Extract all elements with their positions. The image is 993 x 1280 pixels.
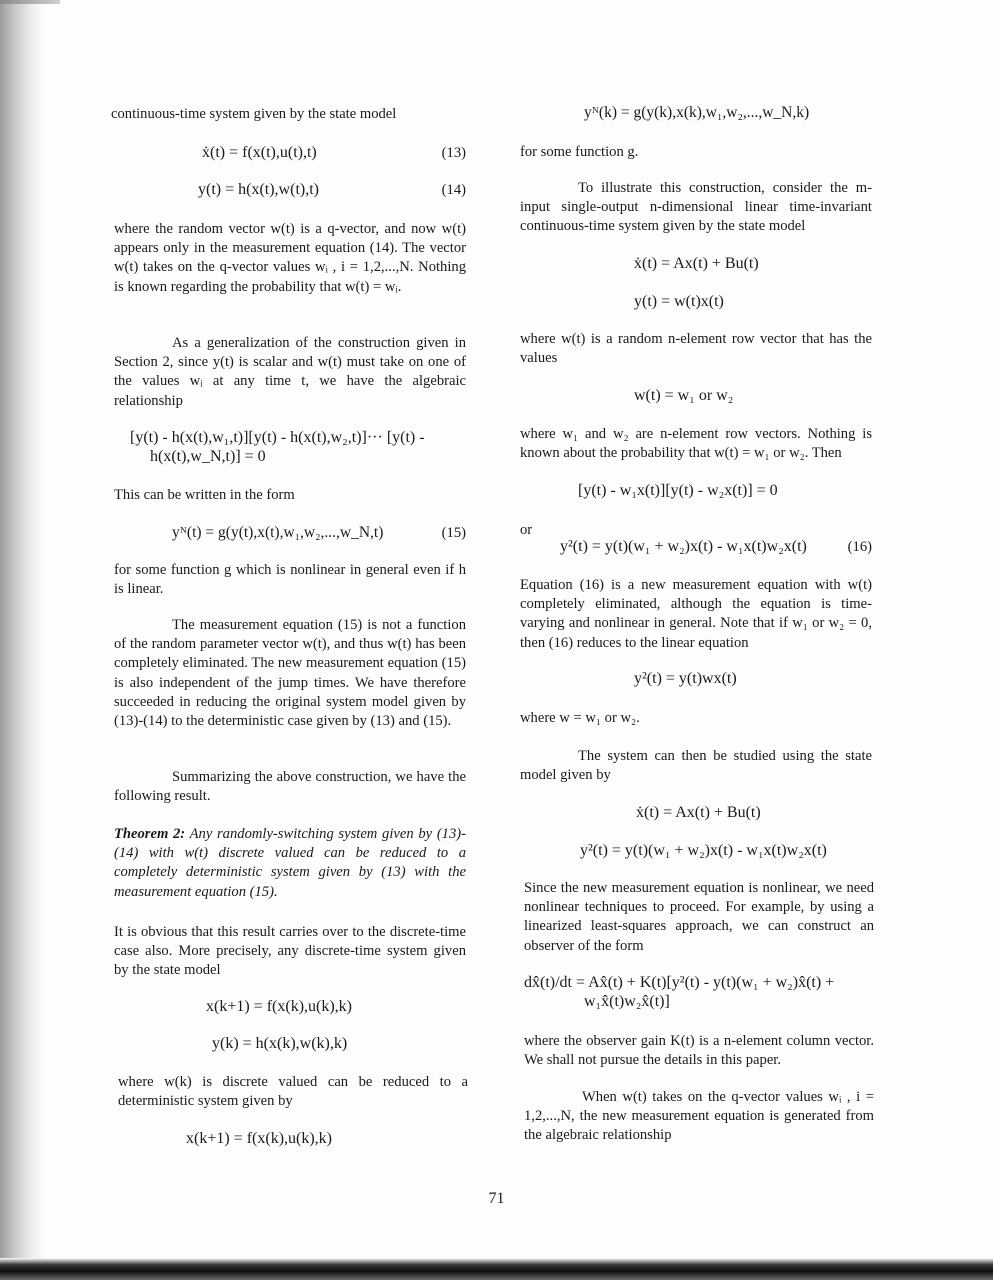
equation-w-values: w(t) = w₁ or w₂ — [634, 387, 734, 404]
equation-output-linear: y(t) = w(t)x(t) — [634, 293, 724, 310]
equation-15: yᴺ(t) = g(y(t),x(t),w₁,w₂,...,w_N,t) — [172, 524, 384, 541]
scan-corner-mark — [0, 0, 60, 4]
paragraph: where the observer gain K(t) is a n-element column vector. We shall not pursue the details in this paper. — [524, 1033, 874, 1069]
equation-discrete-output: y(k) = h(x(k),w(k),k) — [212, 1035, 348, 1052]
paragraph: It is obvious that this result carries over to the discrete-time case also. More precisely, any discrete-time system given by the state model — [114, 924, 466, 979]
paragraph: This can be written in the form — [114, 487, 295, 503]
theorem-text: Any randomly-switching system given by (13)-(14) with w(t) discrete valued can be reduced to a completely deterministic system given by (13) with the measurement equation (15). — [114, 826, 466, 900]
equation-product-line2: h(x(t),w_N,t)] = 0 — [150, 448, 266, 465]
equation-state-linear: ẋ(t) = Ax(t) + Bu(t) — [634, 255, 759, 272]
paragraph: where w = w₁ or w₂. — [520, 710, 640, 726]
equation-number: (16) — [847, 539, 872, 555]
paragraph: for some function g. — [520, 144, 639, 160]
paragraph: where w(k) is discrete valued can be reduced to a deterministic system given by — [118, 1074, 468, 1110]
equation-observer-line2: w₁x̂(t)w₂x̂(t)] — [584, 993, 670, 1010]
equation-14: y(t) = h(x(t),w(t),t) — [198, 181, 319, 198]
paragraph: where w(t) is a random n-element row vector that has the values — [520, 331, 872, 367]
paragraph: When w(t) takes on the q-vector values wᵢ , i = 1,2,...,N, the new measurement equation is generated from the algebraic relationship — [524, 1089, 874, 1144]
equation-number: (15) — [441, 525, 466, 541]
scan-bottom-edge — [0, 1258, 993, 1280]
theorem-label: Theorem 2: — [114, 826, 186, 842]
scan-binding-shadow — [0, 0, 42, 1280]
paragraph: To illustrate this construction, consider the m-input single-output n-dimensional linear time-invariant continuous-time system given by the state model — [520, 180, 872, 235]
theorem-2 — [114, 825, 466, 902]
page-number: 71 — [488, 1190, 505, 1207]
equation-discrete-state: x(k+1) = f(x(k),u(k),k) — [206, 998, 352, 1015]
equation-number: (14) — [441, 182, 466, 198]
paragraph: Summarizing the above construction, we have the following result. — [114, 769, 466, 805]
paragraph: where w₁ and w₂ are n-element row vectors. Nothing is known about the probability that w(t) = w₁ or w₂. Then — [520, 426, 872, 462]
equation-number: (13) — [441, 145, 466, 161]
paragraph: Since the new measurement equation is nonlinear, we need nonlinear techniques to proceed. For example, by using a linearized least-squares approach, we can construct an observer of the form — [524, 880, 874, 954]
equation-discrete-state-2: x(k+1) = f(x(k),u(k),k) — [186, 1130, 332, 1147]
paragraph: The measurement equation (15) is not a function of the random parameter vector w(t), and thus w(t) has been completely eliminated. The new measurement equation (15) is also independent of the jump times. We have therefore succeeded in reducing the original system model given by (13)-(14) to the deterministic case given by (13) and (15). — [114, 617, 466, 730]
paragraph: where the random vector w(t) is a q-vector, and now w(t) appears only in the measurement equation (14). The vector w(t) takes on the q-vector values wᵢ , i = 1,2,...,N. Nothing is known regarding the probability that w(t) = wᵢ. — [114, 221, 466, 295]
equation-16: y²(t) = y(t)(w₁ + w₂)x(t) - w₁x(t)w₂x(t) — [560, 538, 807, 555]
or-text: or — [520, 522, 533, 538]
equation-measurement-nonlinear: y²(t) = y(t)(w₁ + w₂)x(t) - w₁x(t)w₂x(t) — [580, 842, 827, 859]
paragraph: continuous-time system given by the state model — [111, 106, 397, 122]
equation-linear-reduced: y²(t) = y(t)wx(t) — [634, 670, 737, 687]
equation-product-line1: [y(t) - h(x(t),w₁,t)][y(t) - h(x(t),w₂,t)]··· [y(t) - — [130, 429, 425, 446]
equation-observer-line1: dx̂(t)/dt = Ax̂(t) + K(t)[y²(t) - y(t)(w₁ + w₂)x̂(t) + — [524, 974, 835, 991]
equation-discrete-measurement: yᴺ(k) = g(y(k),x(k),w₁,w₂,...,w_N,k) — [584, 104, 810, 121]
paragraph: As a generalization of the construction given in Section 2, since y(t) is scalar and w(t) must take on one of the values wᵢ at any time t, we have the algebraic relationship — [114, 335, 466, 409]
equation-state-linear-2: ẋ(t) = Ax(t) + Bu(t) — [636, 804, 761, 821]
paragraph: Equation (16) is a new measurement equation with w(t) completely eliminated, although the equation is time-varying and nonlinear in general. Note that if w₁ or w₂ = 0, then (16) reduces to the linear equation — [520, 577, 872, 651]
paragraph: for some function g which is nonlinear in general even if h is linear. — [114, 562, 466, 598]
equation-13: ẋ(t) = f(x(t),u(t),t) — [202, 144, 317, 161]
equation-product: [y(t) - w₁x(t)][y(t) - w₂x(t)] = 0 — [578, 482, 778, 499]
paragraph: The system can then be studied using the state model given by — [520, 748, 872, 784]
